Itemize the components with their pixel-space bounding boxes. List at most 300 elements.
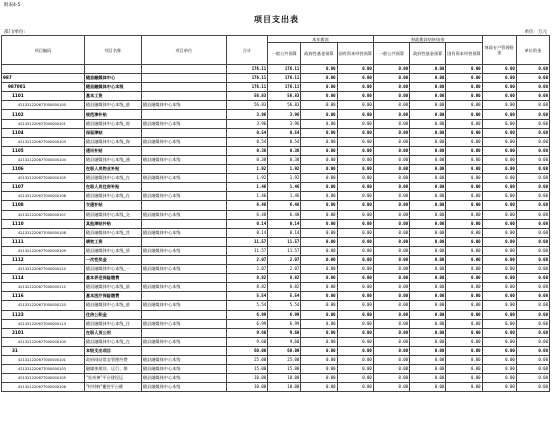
cell-value: 25.00	[226, 356, 267, 365]
cell-value: 0.00	[446, 128, 482, 137]
cell-value: 0.00	[337, 65, 373, 74]
cell-value: 0.00	[516, 337, 549, 346]
cell-value: 0.00	[373, 237, 409, 246]
cell-value: 6.48	[268, 201, 301, 210]
cell-value: 0.00	[373, 328, 409, 337]
cell-unit: 随县融媒体中心本级	[141, 119, 226, 128]
cell-value: 0.00	[337, 374, 373, 383]
cell-value: 0.00	[446, 101, 482, 110]
cell-code: 42132122067T000000100	[2, 101, 85, 110]
cell-value: 0.00	[301, 201, 337, 210]
cell-value: 0.00	[301, 346, 337, 355]
cell-value: 0.00	[410, 292, 446, 301]
cell-value: 0.00	[301, 319, 337, 328]
cell-unit	[141, 183, 226, 192]
cell-value: 0.00	[446, 328, 482, 337]
attachment-label: 附表4-5	[4, 3, 21, 8]
cell-value: 0.00	[482, 292, 516, 301]
cell-value: 0.00	[373, 128, 409, 137]
cell-value: 0.00	[446, 265, 482, 274]
cell-value: 1.92	[268, 165, 301, 174]
cell-value: 1.46	[268, 192, 301, 201]
cell-value: 0.00	[301, 228, 337, 237]
cell-code: 42132122067T000000103	[2, 365, 85, 374]
header-unit: 项目单位	[141, 36, 226, 65]
cell-unit	[141, 83, 226, 92]
cell-unit: 随县融媒体中心本级	[141, 155, 226, 164]
cell-value: 0.00	[301, 155, 337, 164]
cell-value: 0.00	[301, 265, 337, 274]
cell-value: 0.00	[516, 101, 549, 110]
cell-value: 0.00	[482, 374, 516, 383]
cell-value: 0.00	[516, 137, 549, 146]
cell-value: 0.00	[373, 219, 409, 228]
cell-value: 15.00	[226, 365, 267, 374]
cell-name: 一次性奖金	[84, 255, 141, 264]
cell-value: 2.07	[226, 265, 267, 274]
cell-value: 11.57	[226, 237, 267, 246]
cell-value: 0.00	[446, 83, 482, 92]
cell-value: 0.00	[446, 201, 482, 210]
cell-value: 0.54	[268, 128, 301, 137]
cell-value: 0.00	[373, 356, 409, 365]
cell-name: 随县融媒体中心本级_在	[84, 337, 141, 346]
cell-value: 0.00	[516, 210, 549, 219]
cell-code: 1101	[2, 92, 85, 101]
cell-name: 随县融媒体中心本级	[84, 83, 141, 92]
cell-value: 0.00	[337, 365, 373, 374]
cell-name: 住房公积金	[84, 310, 141, 319]
cell-value: 0.00	[373, 283, 409, 292]
cell-value: 176.11	[268, 83, 301, 92]
cell-value: 0.00	[337, 255, 373, 264]
cell-value: 0.00	[446, 374, 482, 383]
cell-value: 0.00	[410, 255, 446, 264]
cell-value: 0.00	[516, 65, 549, 74]
cell-value: 0.00	[373, 210, 409, 219]
cell-value: 0.00	[301, 74, 337, 83]
cell-value: 0.38	[226, 155, 267, 164]
cell-value: 0.38	[268, 146, 301, 155]
cell-value: 0.00	[373, 174, 409, 183]
cell-value: 0.00	[446, 146, 482, 155]
cell-value: 0.00	[516, 128, 549, 137]
table-row	[2, 65, 550, 74]
cell-unit: 随县融媒体中心本级	[141, 337, 226, 346]
cell-value: 0.00	[410, 346, 446, 355]
cell-value: 11.57	[226, 246, 267, 255]
cell-value: 0.14	[268, 228, 301, 237]
cell-unit	[141, 65, 226, 74]
cell-value: 0.00	[516, 283, 549, 292]
cell-value: 0.00	[446, 174, 482, 183]
cell-value: 0.00	[482, 365, 516, 374]
cell-value: 0.00	[337, 228, 373, 237]
table-row	[2, 328, 550, 337]
cell-value: 0.00	[516, 319, 549, 328]
cell-value: 10.00	[268, 383, 301, 392]
cell-value: 0.00	[446, 310, 482, 319]
cell-value: 0.00	[337, 101, 373, 110]
cell-value: 0.00	[337, 283, 373, 292]
cell-value: 0.00	[373, 337, 409, 346]
cell-value: 60.00	[268, 346, 301, 355]
cell-value: 0.00	[482, 110, 516, 119]
cell-value: 0.00	[446, 283, 482, 292]
cell-name: 随县融媒体中心本级_其	[84, 228, 141, 237]
cell-name: 随县融媒体中心本级_基	[84, 101, 141, 110]
cell-value: 0.00	[337, 74, 373, 83]
table-row	[2, 210, 550, 219]
cell-value: 0.00	[482, 128, 516, 137]
cell-value: 2.07	[268, 265, 301, 274]
cell-unit	[141, 292, 226, 301]
cell-value: 0.00	[516, 155, 549, 164]
cell-unit: 随县融媒体中心本级	[141, 356, 226, 365]
cell-value: 5.54	[226, 292, 267, 301]
cell-value: 0.00	[410, 365, 446, 374]
cell-value: 0.00	[516, 301, 549, 310]
cell-value: 0.00	[446, 365, 482, 374]
cell-value: 0.00	[301, 255, 337, 264]
table-row	[2, 237, 550, 246]
cell-value: 0.00	[337, 110, 373, 119]
cell-value: 0.00	[373, 310, 409, 319]
cell-value: 0.00	[446, 319, 482, 328]
cell-value: 0.00	[410, 301, 446, 310]
cell-value: 0.00	[446, 165, 482, 174]
cell-code: 42132122067T000000104	[2, 155, 85, 164]
header-special-fund: 财政专户管理资金	[482, 36, 516, 65]
cell-value: 0.00	[337, 310, 373, 319]
cell-value: 0.38	[226, 146, 267, 155]
cell-code: 42132122067T000000110	[2, 265, 85, 274]
cell-value: 0.00	[373, 74, 409, 83]
cell-value: 0.00	[301, 192, 337, 201]
cell-value: 0.00	[446, 74, 482, 83]
cell-name: 随县融媒体中心本级_通	[84, 155, 141, 164]
cell-unit: 随县融媒体中心本级	[141, 383, 226, 392]
cell-value: 0.54	[226, 137, 267, 146]
cell-name: 融媒体建设、运行、维	[84, 365, 141, 374]
cell-code: 987	[2, 74, 85, 83]
cell-value: 0.00	[516, 292, 549, 301]
cell-value: 0.00	[337, 292, 373, 301]
cell-value: 0.00	[373, 119, 409, 128]
cell-unit: 随县融媒体中心本级	[141, 246, 226, 255]
cell-value: 0.00	[410, 310, 446, 319]
cell-unit: 随县融媒体中心本级	[141, 192, 226, 201]
cell-value: 0.14	[268, 219, 301, 228]
cell-value: 0.00	[482, 174, 516, 183]
header-code: 项目编码	[2, 36, 85, 65]
cell-unit	[141, 219, 226, 228]
cell-value: 0.00	[301, 337, 337, 346]
header-sub: 国有资本经营预算	[446, 43, 482, 65]
table-row	[2, 255, 550, 264]
cell-value: 0.00	[482, 255, 516, 264]
cell-value: 0.00	[482, 92, 516, 101]
cell-name: 随县融媒体中心本级_交	[84, 210, 141, 219]
cell-value: 0.00	[373, 165, 409, 174]
cell-value: 0.00	[516, 174, 549, 183]
table-row	[2, 146, 550, 155]
cell-value: 0.00	[373, 110, 409, 119]
cell-name: 随县融媒体中心本级_绩	[84, 246, 141, 255]
cell-name: 通讯补贴	[84, 146, 141, 155]
cell-value: 60.00	[226, 346, 267, 355]
cell-value: 0.00	[301, 128, 337, 137]
cell-value: 0.00	[373, 346, 409, 355]
cell-value: 0.00	[516, 274, 549, 283]
cell-value: 0.00	[301, 210, 337, 219]
table-row	[2, 137, 550, 146]
cell-value: 0.00	[410, 374, 446, 383]
cell-value: 176.11	[226, 65, 267, 74]
cell-unit	[141, 255, 226, 264]
cell-value: 0.00	[337, 119, 373, 128]
cell-value: 0.00	[516, 346, 549, 355]
cell-code: 1108	[2, 201, 85, 210]
cell-code: 42132122067T000000101	[2, 356, 85, 365]
cell-value: 0.00	[373, 383, 409, 392]
cell-value: 0.00	[446, 137, 482, 146]
cell-code: 42132122067T000000106	[2, 383, 85, 392]
cell-value: 10.00	[226, 383, 267, 392]
cell-value: 0.00	[482, 210, 516, 219]
cell-unit: 随县融媒体中心本级	[141, 210, 226, 219]
cell-value: 0.00	[482, 146, 516, 155]
table-row	[2, 301, 550, 310]
cell-code: 42132122067T000000105	[2, 174, 85, 183]
cell-value: 15.00	[268, 365, 301, 374]
cell-name: 本级支出项目	[84, 346, 141, 355]
cell-value: 8.82	[226, 283, 267, 292]
cell-value: 0.00	[446, 119, 482, 128]
cell-value: 0.00	[301, 183, 337, 192]
cell-name: 基本医疗保险缴费	[84, 292, 141, 301]
table-row	[2, 319, 550, 328]
cell-value: 0.00	[482, 274, 516, 283]
cell-value: 0.00	[301, 283, 337, 292]
cell-value: 0.00	[301, 246, 337, 255]
cell-value: 6.99	[268, 310, 301, 319]
cell-value: 0.00	[337, 128, 373, 137]
cell-value: 0.00	[516, 110, 549, 119]
page-title: 项目支出表	[254, 14, 299, 24]
cell-unit: 随县融媒体中心本级	[141, 101, 226, 110]
table-row	[2, 219, 550, 228]
table-row	[2, 92, 550, 101]
cell-value: 0.00	[301, 119, 337, 128]
table-row	[2, 174, 550, 183]
cell-value: 0.00	[301, 92, 337, 101]
cell-code	[2, 65, 85, 74]
cell-value: 0.00	[337, 356, 373, 365]
cell-value: 0.00	[301, 174, 337, 183]
cell-name: 其他津贴补贴	[84, 219, 141, 228]
cell-value: 0.00	[373, 83, 409, 92]
cell-value: 9.60	[268, 328, 301, 337]
cell-value: 0.00	[373, 101, 409, 110]
table-row	[2, 246, 550, 255]
cell-name: "村村响"播控平台维	[84, 383, 141, 392]
cell-value: 0.00	[410, 155, 446, 164]
cell-value: 1.46	[226, 192, 267, 201]
cell-name: 随县融媒体中心本级_一	[84, 265, 141, 274]
cell-value: 0.00	[446, 337, 482, 346]
cell-value: 0.00	[482, 165, 516, 174]
cell-unit	[141, 146, 226, 155]
cell-value: 1.46	[268, 183, 301, 192]
table-row	[2, 283, 550, 292]
cell-value: 0.00	[337, 301, 373, 310]
cell-value: 0.00	[410, 265, 446, 274]
cell-value: 9.60	[226, 337, 267, 346]
cell-value: 0.00	[446, 301, 482, 310]
cell-value: 0.00	[516, 374, 549, 383]
header-sub: 一般公共预算	[373, 43, 409, 65]
cell-unit: 随县融媒体中心本级	[141, 319, 226, 328]
cell-value: 0.00	[337, 155, 373, 164]
cell-unit: 随县融媒体中心本级	[141, 174, 226, 183]
cell-value: 0.00	[516, 310, 549, 319]
cell-unit: 随县融媒体中心本级	[141, 265, 226, 274]
cell-value: 6.99	[268, 319, 301, 328]
cell-value: 0.14	[226, 228, 267, 237]
cell-value: 0.00	[301, 365, 337, 374]
cell-value: 0.00	[337, 165, 373, 174]
cell-value: 0.00	[482, 137, 516, 146]
cell-value: 0.00	[337, 137, 373, 146]
cell-value: 0.00	[373, 319, 409, 328]
cell-value: 1.92	[226, 165, 267, 174]
cell-value: 0.00	[410, 237, 446, 246]
table-row	[2, 346, 550, 355]
cell-value: 0.00	[301, 110, 337, 119]
cell-name: "炎帝神"平台建设运	[84, 374, 141, 383]
cell-value: 2.07	[226, 255, 267, 264]
cell-value: 0.00	[446, 219, 482, 228]
cell-value: 0.00	[482, 201, 516, 210]
cell-value: 0.00	[410, 174, 446, 183]
cell-value: 0.00	[301, 374, 337, 383]
cell-value: 0.00	[410, 101, 446, 110]
cell-value: 0.54	[226, 128, 267, 137]
project-expenditure-table	[1, 35, 550, 392]
cell-value: 176.11	[268, 74, 301, 83]
cell-value: 0.00	[337, 328, 373, 337]
cell-unit	[141, 201, 226, 210]
cell-value: 0.00	[446, 228, 482, 237]
cell-unit: 随县融媒体中心本级	[141, 228, 226, 237]
cell-value: 0.00	[446, 155, 482, 164]
cell-value: 0.00	[482, 74, 516, 83]
cell-value: 0.00	[410, 146, 446, 155]
cell-value: 0.00	[516, 265, 549, 274]
cell-value: 0.00	[482, 155, 516, 164]
cell-value: 0.00	[301, 219, 337, 228]
header-total: 合计	[226, 36, 267, 65]
header-sub: 国有资本经营预算	[337, 43, 373, 65]
cell-value: 10.00	[268, 374, 301, 383]
table-row	[2, 265, 550, 274]
cell-code: 2101	[2, 328, 85, 337]
cell-unit	[141, 165, 226, 174]
cell-value: 6.48	[226, 210, 267, 219]
cell-value: 0.00	[373, 192, 409, 201]
cell-value: 0.00	[516, 356, 549, 365]
cell-code: 42132122067T000000103	[2, 137, 85, 146]
cell-value: 0.00	[482, 219, 516, 228]
cell-value: 0.00	[337, 274, 373, 283]
cell-value: 0.00	[373, 137, 409, 146]
cell-value: 0.00	[446, 356, 482, 365]
cell-unit: 随县融媒体中心本级	[141, 365, 226, 374]
cell-value: 3.96	[226, 119, 267, 128]
cell-value: 0.00	[301, 274, 337, 283]
cell-value: 0.00	[337, 210, 373, 219]
cell-code: 42132122067T000000120	[2, 301, 85, 310]
cell-value: 0.00	[516, 201, 549, 210]
cell-value: 0.00	[446, 274, 482, 283]
cell-code: 42132122067T000000100	[2, 337, 85, 346]
table-row	[2, 74, 550, 83]
cell-value: 56.83	[226, 92, 267, 101]
cell-value: 0.00	[373, 155, 409, 164]
cell-code: 987001	[2, 83, 85, 92]
cell-value: 0.00	[410, 319, 446, 328]
cell-value: 0.00	[410, 210, 446, 219]
cell-value: 0.00	[301, 301, 337, 310]
cell-value: 0.38	[268, 155, 301, 164]
cell-value: 3.96	[268, 119, 301, 128]
cell-value: 9.60	[226, 328, 267, 337]
cell-value: 0.00	[301, 83, 337, 92]
cell-value: 1.92	[268, 174, 301, 183]
cell-code: 1110	[2, 219, 85, 228]
cell-value: 0.00	[516, 146, 549, 155]
cell-value: 0.00	[410, 274, 446, 283]
cell-value: 0.00	[516, 165, 549, 174]
table-row	[2, 337, 550, 346]
cell-value: 176.11	[226, 74, 267, 83]
cell-value: 0.00	[301, 356, 337, 365]
table-row	[2, 383, 550, 392]
cell-value: 0.00	[373, 228, 409, 237]
cell-value: 0.00	[410, 92, 446, 101]
cell-value: 0.00	[446, 246, 482, 255]
cell-value: 3.96	[226, 110, 267, 119]
cell-value: 0.00	[337, 246, 373, 255]
header-sub: 政府性基金预算	[301, 43, 337, 65]
cell-value: 11.57	[268, 246, 301, 255]
cell-unit	[141, 128, 226, 137]
cell-name: 基本养老保险缴费	[84, 274, 141, 283]
table-row	[2, 192, 550, 201]
header-fiscal-carry: 财政拨款结转结余	[373, 36, 482, 43]
cell-value: 6.48	[268, 210, 301, 219]
table-row	[2, 110, 550, 119]
cell-value: 0.00	[482, 328, 516, 337]
cell-code: 1107	[2, 183, 85, 192]
cell-value: 0.00	[516, 119, 549, 128]
cell-unit	[141, 237, 226, 246]
cell-value: 0.00	[301, 65, 337, 74]
cell-value: 0.00	[410, 201, 446, 210]
cell-value: 0.00	[373, 365, 409, 374]
cell-value: 0.00	[373, 92, 409, 101]
